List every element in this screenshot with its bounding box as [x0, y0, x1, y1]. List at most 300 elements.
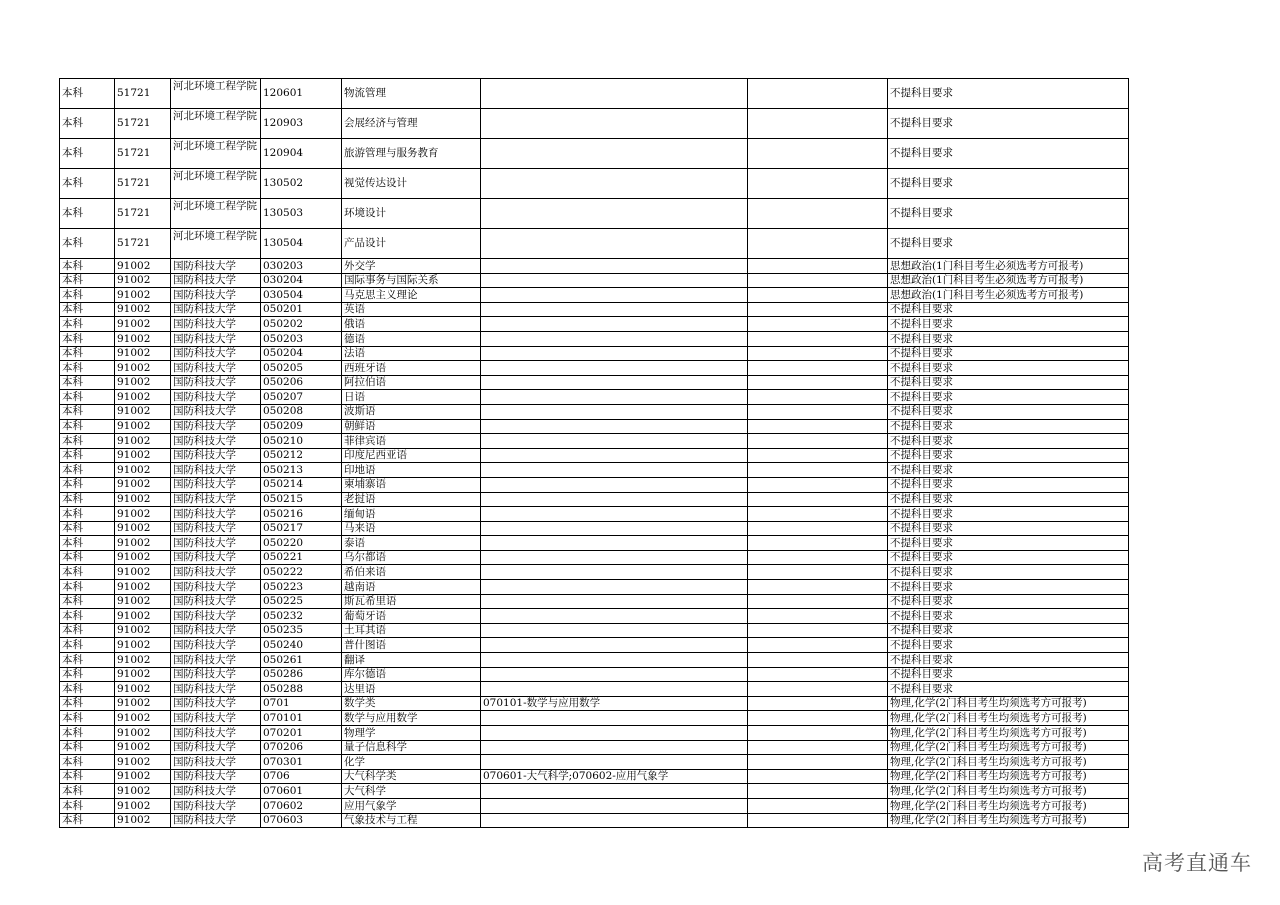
code-cell: 91002: [115, 288, 171, 303]
included-majors-cell: [481, 477, 748, 492]
included-majors-cell: [481, 317, 748, 332]
table-row: [60, 169, 1129, 199]
code-cell: 51721: [115, 169, 171, 199]
code-cell: 51721: [115, 229, 171, 259]
blank-cell: [748, 139, 888, 169]
requirement-cell: 不提科目要求: [888, 390, 1129, 405]
major-name-cell: 德语: [342, 331, 481, 346]
level-cell: 本科: [60, 419, 115, 434]
level-cell: 本科: [60, 638, 115, 653]
included-majors-cell: [481, 740, 748, 755]
major-name-cell: 视觉传达设计: [342, 169, 481, 199]
included-majors-cell: [481, 109, 748, 139]
included-majors-cell: [481, 813, 748, 828]
table-row: [60, 813, 1129, 828]
level-cell: 本科: [60, 492, 115, 507]
major-name-cell: 老挝语: [342, 492, 481, 507]
major-code-cell: 050210: [261, 434, 342, 449]
requirement-cell: 不提科目要求: [888, 492, 1129, 507]
requirement-cell: 不提科目要求: [888, 331, 1129, 346]
school-cell: 河北环境工程学院: [171, 169, 261, 199]
major-name-cell: 化学: [342, 755, 481, 770]
requirement-cell: 物理,化学(2门科目考生均须选考方可报考): [888, 711, 1129, 726]
major-name-cell: 英语: [342, 302, 481, 317]
level-cell: 本科: [60, 623, 115, 638]
major-name-cell: 葡萄牙语: [342, 609, 481, 624]
code-cell: 91002: [115, 623, 171, 638]
included-majors-cell: [481, 375, 748, 390]
code-cell: 91002: [115, 653, 171, 668]
requirement-cell: 不提科目要求: [888, 580, 1129, 595]
code-cell: 91002: [115, 565, 171, 580]
blank-cell: [748, 609, 888, 624]
included-majors-cell: [481, 361, 748, 376]
blank-cell: [748, 259, 888, 274]
code-cell: 91002: [115, 638, 171, 653]
major-name-cell: 缅甸语: [342, 507, 481, 522]
table-row: [60, 302, 1129, 317]
level-cell: 本科: [60, 565, 115, 580]
level-cell: 本科: [60, 199, 115, 229]
major-code-cell: 050223: [261, 580, 342, 595]
requirement-cell: 不提科目要求: [888, 169, 1129, 199]
table-row: [60, 769, 1129, 784]
school-cell: 国防科技大学: [171, 317, 261, 332]
major-name-cell: 外交学: [342, 259, 481, 274]
requirement-cell: 不提科目要求: [888, 477, 1129, 492]
level-cell: 本科: [60, 375, 115, 390]
school-cell: 国防科技大学: [171, 346, 261, 361]
table-row: [60, 507, 1129, 522]
code-cell: 91002: [115, 259, 171, 274]
blank-cell: [748, 755, 888, 770]
level-cell: 本科: [60, 711, 115, 726]
included-majors-cell: [481, 390, 748, 405]
level-cell: 本科: [60, 521, 115, 536]
major-code-cell: 120601: [261, 79, 342, 109]
level-cell: 本科: [60, 536, 115, 551]
major-name-cell: 大气科学类: [342, 769, 481, 784]
requirement-cell: 不提科目要求: [888, 404, 1129, 419]
major-name-cell: 土耳其语: [342, 623, 481, 638]
level-cell: 本科: [60, 550, 115, 565]
major-code-cell: 070601: [261, 784, 342, 799]
school-cell: 国防科技大学: [171, 507, 261, 522]
major-code-cell: 050212: [261, 448, 342, 463]
major-name-cell: 大气科学: [342, 784, 481, 799]
included-majors-cell: [481, 463, 748, 478]
requirement-cell: 不提科目要求: [888, 565, 1129, 580]
level-cell: 本科: [60, 448, 115, 463]
school-cell: 国防科技大学: [171, 696, 261, 711]
major-name-cell: 朝鲜语: [342, 419, 481, 434]
requirement-cell: 物理,化学(2门科目考生均须选考方可报考): [888, 740, 1129, 755]
included-majors-cell: [481, 726, 748, 741]
table-row: [60, 784, 1129, 799]
school-cell: 国防科技大学: [171, 463, 261, 478]
table-row: [60, 682, 1129, 697]
level-cell: 本科: [60, 390, 115, 405]
table-row: [60, 711, 1129, 726]
major-code-cell: 050217: [261, 521, 342, 536]
requirement-cell: 物理,化学(2门科目考生均须选考方可报考): [888, 769, 1129, 784]
code-cell: 91002: [115, 492, 171, 507]
blank-cell: [748, 565, 888, 580]
major-code-cell: 050232: [261, 609, 342, 624]
level-cell: 本科: [60, 434, 115, 449]
level-cell: 本科: [60, 302, 115, 317]
blank-cell: [748, 463, 888, 478]
major-code-cell: 050235: [261, 623, 342, 638]
major-code-cell: 070603: [261, 813, 342, 828]
blank-cell: [748, 653, 888, 668]
blank-cell: [748, 79, 888, 109]
included-majors-cell: [481, 653, 748, 668]
code-cell: 91002: [115, 434, 171, 449]
table-row: [60, 755, 1129, 770]
level-cell: 本科: [60, 169, 115, 199]
code-cell: 91002: [115, 463, 171, 478]
major-code-cell: 070206: [261, 740, 342, 755]
included-majors-cell: [481, 79, 748, 109]
school-cell: 国防科技大学: [171, 594, 261, 609]
major-name-cell: 印度尼西亚语: [342, 448, 481, 463]
school-cell: 河北环境工程学院: [171, 199, 261, 229]
code-cell: 91002: [115, 273, 171, 288]
level-cell: 本科: [60, 273, 115, 288]
table-row: [60, 317, 1129, 332]
blank-cell: [748, 404, 888, 419]
code-cell: 91002: [115, 404, 171, 419]
included-majors-cell: [481, 638, 748, 653]
school-cell: 国防科技大学: [171, 813, 261, 828]
included-majors-cell: [481, 448, 748, 463]
included-majors-cell: 070601-大气科学;070602-应用气象学: [481, 769, 748, 784]
code-cell: 51721: [115, 139, 171, 169]
table-row: [60, 375, 1129, 390]
major-name-cell: 达里语: [342, 682, 481, 697]
table-row: [60, 521, 1129, 536]
table-row: [60, 726, 1129, 741]
major-code-cell: 030504: [261, 288, 342, 303]
major-code-cell: 050204: [261, 346, 342, 361]
included-majors-cell: [481, 784, 748, 799]
table-row: [60, 109, 1129, 139]
level-cell: 本科: [60, 769, 115, 784]
table-row: [60, 550, 1129, 565]
major-code-cell: 050214: [261, 477, 342, 492]
code-cell: 91002: [115, 550, 171, 565]
blank-cell: [748, 273, 888, 288]
school-cell: 国防科技大学: [171, 769, 261, 784]
requirement-cell: 不提科目要求: [888, 448, 1129, 463]
major-name-cell: 旅游管理与服务教育: [342, 139, 481, 169]
code-cell: 91002: [115, 390, 171, 405]
table-row: [60, 390, 1129, 405]
major-code-cell: 120903: [261, 109, 342, 139]
blank-cell: [748, 390, 888, 405]
code-cell: 91002: [115, 594, 171, 609]
code-cell: 91002: [115, 769, 171, 784]
requirement-cell: 不提科目要求: [888, 229, 1129, 259]
major-code-cell: 050201: [261, 302, 342, 317]
included-majors-cell: [481, 169, 748, 199]
major-name-cell: 翻译: [342, 653, 481, 668]
major-code-cell: 050202: [261, 317, 342, 332]
major-code-cell: 050225: [261, 594, 342, 609]
school-cell: 国防科技大学: [171, 536, 261, 551]
included-majors-cell: [481, 667, 748, 682]
blank-cell: [748, 331, 888, 346]
code-cell: 51721: [115, 109, 171, 139]
major-code-cell: 130503: [261, 199, 342, 229]
requirement-cell: 物理,化学(2门科目考生均须选考方可报考): [888, 784, 1129, 799]
table-row: [60, 740, 1129, 755]
included-majors-cell: [481, 492, 748, 507]
watermark-text: 高考直通车: [1142, 851, 1252, 875]
school-cell: 国防科技大学: [171, 390, 261, 405]
requirement-cell: 思想政治(1门科目考生必须选考方可报考): [888, 273, 1129, 288]
school-cell: 国防科技大学: [171, 419, 261, 434]
table-row: [60, 273, 1129, 288]
level-cell: 本科: [60, 740, 115, 755]
major-code-cell: 030203: [261, 259, 342, 274]
blank-cell: [748, 477, 888, 492]
code-cell: 91002: [115, 682, 171, 697]
requirement-cell: 不提科目要求: [888, 638, 1129, 653]
school-cell: 国防科技大学: [171, 404, 261, 419]
major-code-cell: 120904: [261, 139, 342, 169]
blank-cell: [748, 696, 888, 711]
requirement-cell: 不提科目要求: [888, 434, 1129, 449]
included-majors-cell: [481, 346, 748, 361]
table-row: [60, 331, 1129, 346]
level-cell: 本科: [60, 229, 115, 259]
code-cell: 91002: [115, 696, 171, 711]
requirement-cell: 不提科目要求: [888, 521, 1129, 536]
level-cell: 本科: [60, 696, 115, 711]
major-code-cell: 050288: [261, 682, 342, 697]
blank-cell: [748, 507, 888, 522]
code-cell: 91002: [115, 667, 171, 682]
blank-cell: [748, 361, 888, 376]
major-name-cell: 柬埔寨语: [342, 477, 481, 492]
major-name-cell: 法语: [342, 346, 481, 361]
school-cell: 国防科技大学: [171, 361, 261, 376]
major-code-cell: 050213: [261, 463, 342, 478]
school-cell: 国防科技大学: [171, 375, 261, 390]
school-cell: 国防科技大学: [171, 565, 261, 580]
code-cell: 51721: [115, 199, 171, 229]
requirement-cell: 不提科目要求: [888, 302, 1129, 317]
major-code-cell: 050286: [261, 667, 342, 682]
code-cell: 91002: [115, 536, 171, 551]
major-name-cell: 越南语: [342, 580, 481, 595]
major-code-cell: 050222: [261, 565, 342, 580]
included-majors-cell: [481, 404, 748, 419]
table-row: [60, 79, 1129, 109]
major-name-cell: 数学类: [342, 696, 481, 711]
code-cell: 91002: [115, 477, 171, 492]
level-cell: 本科: [60, 139, 115, 169]
table-row: [60, 404, 1129, 419]
major-name-cell: 物流管理: [342, 79, 481, 109]
major-name-cell: 西班牙语: [342, 361, 481, 376]
major-name-cell: 阿拉伯语: [342, 375, 481, 390]
included-majors-cell: [481, 259, 748, 274]
school-cell: 河北环境工程学院: [171, 229, 261, 259]
major-name-cell: 菲律宾语: [342, 434, 481, 449]
included-majors-cell: [481, 682, 748, 697]
included-majors-cell: [481, 521, 748, 536]
major-code-cell: 030204: [261, 273, 342, 288]
school-cell: 国防科技大学: [171, 653, 261, 668]
requirement-cell: 物理,化学(2门科目考生均须选考方可报考): [888, 755, 1129, 770]
major-name-cell: 产品设计: [342, 229, 481, 259]
level-cell: 本科: [60, 667, 115, 682]
school-cell: 国防科技大学: [171, 477, 261, 492]
major-code-cell: 050209: [261, 419, 342, 434]
blank-cell: [748, 813, 888, 828]
major-code-cell: 050208: [261, 404, 342, 419]
major-name-cell: 会展经济与管理: [342, 109, 481, 139]
code-cell: 91002: [115, 419, 171, 434]
included-majors-cell: [481, 419, 748, 434]
school-cell: 国防科技大学: [171, 550, 261, 565]
requirement-cell: 物理,化学(2门科目考生均须选考方可报考): [888, 726, 1129, 741]
blank-cell: [748, 798, 888, 813]
major-name-cell: 国际事务与国际关系: [342, 273, 481, 288]
requirement-cell: 思想政治(1门科目考生必须选考方可报考): [888, 259, 1129, 274]
included-majors-cell: [481, 229, 748, 259]
major-code-cell: 050203: [261, 331, 342, 346]
major-code-cell: 130502: [261, 169, 342, 199]
major-code-cell: 0706: [261, 769, 342, 784]
included-majors-cell: [481, 273, 748, 288]
requirement-cell: 不提科目要求: [888, 609, 1129, 624]
requirement-cell: 不提科目要求: [888, 79, 1129, 109]
code-cell: 91002: [115, 755, 171, 770]
blank-cell: [748, 638, 888, 653]
major-name-cell: 气象技术与工程: [342, 813, 481, 828]
requirement-cell: 不提科目要求: [888, 623, 1129, 638]
requirement-cell: 物理,化学(2门科目考生均须选考方可报考): [888, 696, 1129, 711]
school-cell: 河北环境工程学院: [171, 109, 261, 139]
requirement-cell: 不提科目要求: [888, 536, 1129, 551]
blank-cell: [748, 740, 888, 755]
code-cell: 91002: [115, 740, 171, 755]
blank-cell: [748, 536, 888, 551]
level-cell: 本科: [60, 463, 115, 478]
requirement-cell: 不提科目要求: [888, 109, 1129, 139]
table-row: [60, 565, 1129, 580]
table-row: [60, 361, 1129, 376]
level-cell: 本科: [60, 580, 115, 595]
code-cell: 91002: [115, 346, 171, 361]
included-majors-cell: [481, 507, 748, 522]
school-cell: 国防科技大学: [171, 682, 261, 697]
code-cell: 91002: [115, 726, 171, 741]
blank-cell: [748, 623, 888, 638]
requirement-cell: 不提科目要求: [888, 317, 1129, 332]
included-majors-cell: [481, 331, 748, 346]
table-row: [60, 536, 1129, 551]
level-cell: 本科: [60, 404, 115, 419]
table-row: [60, 798, 1129, 813]
requirement-cell: 不提科目要求: [888, 361, 1129, 376]
included-majors-cell: [481, 139, 748, 169]
included-majors-cell: [481, 623, 748, 638]
school-cell: 国防科技大学: [171, 448, 261, 463]
level-cell: 本科: [60, 813, 115, 828]
school-cell: 河北环境工程学院: [171, 79, 261, 109]
blank-cell: [748, 434, 888, 449]
included-majors-cell: [481, 302, 748, 317]
requirement-cell: 思想政治(1门科目考生必须选考方可报考): [888, 288, 1129, 303]
included-majors-cell: [481, 536, 748, 551]
blank-cell: [748, 784, 888, 799]
major-code-cell: 070602: [261, 798, 342, 813]
major-code-cell: 050206: [261, 375, 342, 390]
blank-cell: [748, 726, 888, 741]
school-cell: 国防科技大学: [171, 521, 261, 536]
table-row: [60, 434, 1129, 449]
blank-cell: [748, 667, 888, 682]
table-row: [60, 448, 1129, 463]
table-row: [60, 580, 1129, 595]
requirement-cell: 不提科目要求: [888, 550, 1129, 565]
major-name-cell: 日语: [342, 390, 481, 405]
school-cell: 国防科技大学: [171, 784, 261, 799]
table-row: [60, 653, 1129, 668]
code-cell: 51721: [115, 79, 171, 109]
major-name-cell: 希伯来语: [342, 565, 481, 580]
school-cell: 国防科技大学: [171, 755, 261, 770]
level-cell: 本科: [60, 726, 115, 741]
included-majors-cell: [481, 580, 748, 595]
level-cell: 本科: [60, 79, 115, 109]
major-name-cell: 普什图语: [342, 638, 481, 653]
major-code-cell: 070101: [261, 711, 342, 726]
requirement-cell: 不提科目要求: [888, 507, 1129, 522]
requirement-cell: 不提科目要求: [888, 346, 1129, 361]
level-cell: 本科: [60, 609, 115, 624]
code-cell: 91002: [115, 448, 171, 463]
code-cell: 91002: [115, 302, 171, 317]
major-code-cell: 050215: [261, 492, 342, 507]
major-code-cell: 050220: [261, 536, 342, 551]
code-cell: 91002: [115, 711, 171, 726]
blank-cell: [748, 199, 888, 229]
table-row: [60, 594, 1129, 609]
code-cell: 91002: [115, 609, 171, 624]
level-cell: 本科: [60, 288, 115, 303]
major-code-cell: 050216: [261, 507, 342, 522]
table-row: [60, 667, 1129, 682]
major-name-cell: 马来语: [342, 521, 481, 536]
blank-cell: [748, 682, 888, 697]
school-cell: 国防科技大学: [171, 259, 261, 274]
level-cell: 本科: [60, 784, 115, 799]
blank-cell: [748, 375, 888, 390]
blank-cell: [748, 419, 888, 434]
school-cell: 国防科技大学: [171, 740, 261, 755]
table-row: [60, 609, 1129, 624]
code-cell: 91002: [115, 580, 171, 595]
table-row: [60, 696, 1129, 711]
major-code-cell: 050240: [261, 638, 342, 653]
blank-cell: [748, 711, 888, 726]
